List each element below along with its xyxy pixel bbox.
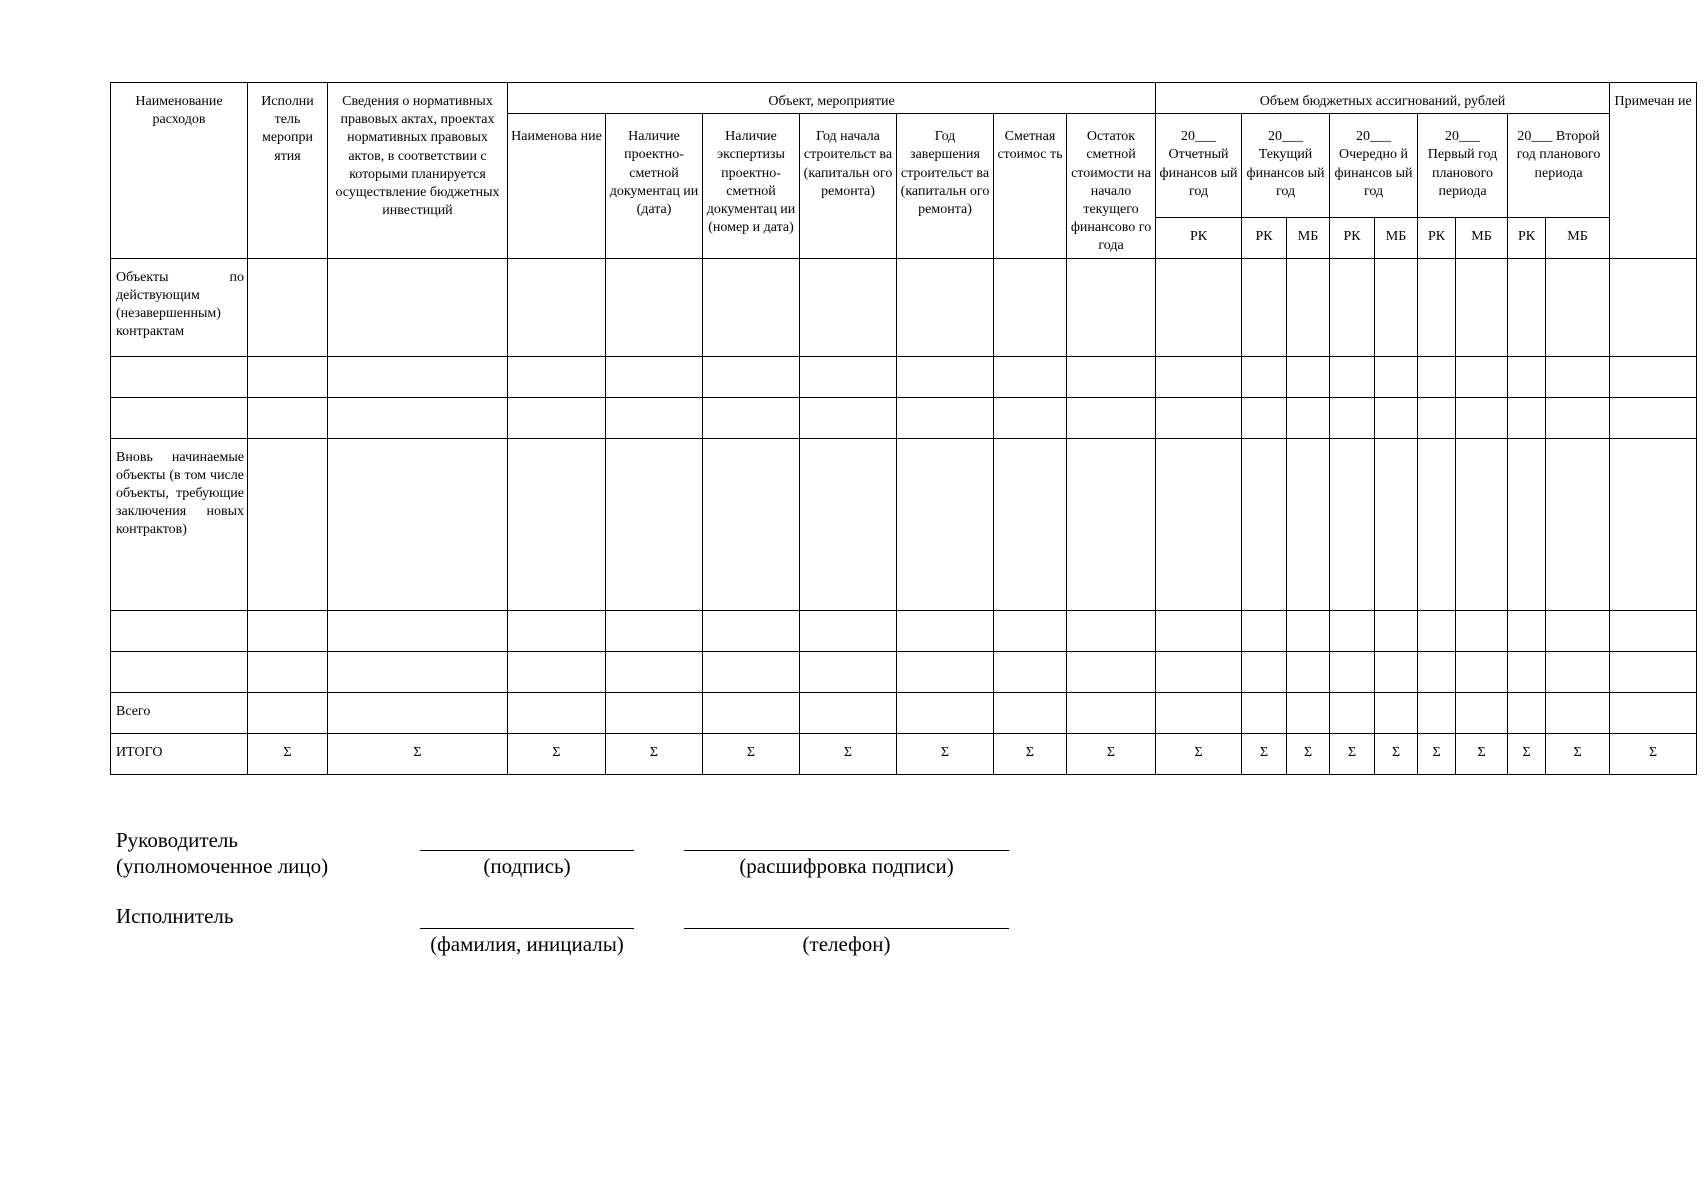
- table-cell: [328, 692, 508, 733]
- row-label-grand-total: ИТОГО: [111, 733, 248, 774]
- table-cell: [248, 397, 328, 438]
- table-cell: [897, 397, 994, 438]
- header-object-group: Объект, мероприятие: [508, 83, 1156, 114]
- header-year-next: 20___ Очередно й финансов ый год: [1330, 114, 1418, 217]
- head-sublabel: (уполномоченное лицо): [116, 854, 329, 878]
- table-cell: [1067, 610, 1156, 651]
- header-mb: МБ: [1456, 217, 1508, 258]
- table-cell: [800, 610, 897, 651]
- table-cell: [897, 692, 994, 733]
- header-object-name: Наименова ние: [508, 114, 606, 258]
- table-cell: [1508, 356, 1546, 397]
- table-cell: [328, 258, 508, 356]
- table-cell: [1418, 397, 1456, 438]
- table-cell: [1610, 258, 1697, 356]
- header-year-plan-first: 20___ Первый год планового периода: [1418, 114, 1508, 217]
- row-label-new-objects: Вновь начинаемые объекты (в том числе объекты, требующие заключения новых контрактов): [111, 438, 248, 610]
- table-cell: [1418, 356, 1456, 397]
- head-label: Руководитель: [116, 828, 238, 852]
- table-cell: [1067, 356, 1156, 397]
- table-cell: [606, 258, 703, 356]
- table-cell: [1330, 438, 1375, 610]
- table-cell: [1067, 651, 1156, 692]
- header-note: Примечан ие: [1610, 83, 1697, 259]
- executor-label: Исполнитель: [116, 904, 234, 928]
- table-cell: [508, 438, 606, 610]
- header-remaining-cost: Остаток сметной стоимости на начало текущего финансово го года: [1067, 114, 1156, 258]
- table-cell: [606, 692, 703, 733]
- executor-name-caption: (фамилия, инициалы): [430, 932, 624, 956]
- table-cell: [1330, 397, 1375, 438]
- table-cell: [606, 356, 703, 397]
- table-cell: [328, 438, 508, 610]
- sigma-cell: Σ: [897, 733, 994, 774]
- table-cell: [1456, 397, 1508, 438]
- table-row-empty: [111, 610, 1697, 651]
- sigma-cell: Σ: [1067, 733, 1156, 774]
- table-cell: [111, 610, 248, 651]
- table-cell: [1610, 438, 1697, 610]
- signature-decoding-line: [684, 850, 1009, 851]
- table-cell: [1067, 438, 1156, 610]
- table-cell: [248, 258, 328, 356]
- signature-line: [420, 850, 634, 851]
- table-cell: [1330, 692, 1375, 733]
- table-cell: [508, 397, 606, 438]
- table-cell: [508, 610, 606, 651]
- table-cell: [1418, 438, 1456, 610]
- table-cell: [248, 651, 328, 692]
- table-cell: [897, 258, 994, 356]
- table-cell: [703, 692, 800, 733]
- row-new-objects: [111, 438, 1697, 610]
- sigma-cell: Σ: [1375, 733, 1418, 774]
- sigma-cell: Σ: [994, 733, 1067, 774]
- table-cell: [1156, 397, 1242, 438]
- table-cell: [248, 610, 328, 651]
- table-cell: [994, 356, 1067, 397]
- row-label-total: Всего: [111, 692, 248, 733]
- table-cell: [1242, 438, 1287, 610]
- table-row-empty: [111, 356, 1697, 397]
- table-cell: [897, 438, 994, 610]
- sigma-cell: Σ: [1418, 733, 1456, 774]
- header-mb: МБ: [1546, 217, 1610, 258]
- table-cell: [1242, 651, 1287, 692]
- table-cell: [994, 610, 1067, 651]
- table-cell: [1375, 651, 1418, 692]
- table-cell: [1546, 356, 1610, 397]
- table-cell: [994, 438, 1067, 610]
- table-cell: [1242, 610, 1287, 651]
- table-cell: [800, 651, 897, 692]
- sigma-cell: Σ: [1508, 733, 1546, 774]
- table-cell: [1456, 692, 1508, 733]
- table-cell: [1067, 692, 1156, 733]
- table-cell: [1456, 610, 1508, 651]
- table-cell: [994, 651, 1067, 692]
- table-cell: [1242, 356, 1287, 397]
- table-cell: [1330, 610, 1375, 651]
- row-existing-objects: [111, 258, 1697, 356]
- row-grand-total: [111, 733, 1697, 774]
- header-mb: МБ: [1287, 217, 1330, 258]
- table-cell: [1456, 651, 1508, 692]
- table-row-empty: [111, 397, 1697, 438]
- table-cell: [1418, 610, 1456, 651]
- table-cell: [1067, 258, 1156, 356]
- table-cell: [1546, 651, 1610, 692]
- table-cell: [897, 651, 994, 692]
- sigma-cell: Σ: [800, 733, 897, 774]
- table-cell: [703, 258, 800, 356]
- table-cell: [328, 356, 508, 397]
- table-cell: [800, 356, 897, 397]
- table-cell: [1067, 397, 1156, 438]
- row-total: [111, 692, 1697, 733]
- table-cell: [1287, 258, 1330, 356]
- table-cell: [703, 651, 800, 692]
- table-cell: [800, 438, 897, 610]
- table-cell: [328, 610, 508, 651]
- table-cell: [1508, 610, 1546, 651]
- header-design-docs: Наличие проектно-сметной документац ии (дата): [606, 114, 703, 258]
- table-cell: [1287, 356, 1330, 397]
- table-cell: [111, 356, 248, 397]
- table-cell: [1375, 258, 1418, 356]
- table-cell: [800, 692, 897, 733]
- table-cell: [1418, 258, 1456, 356]
- table-cell: [1375, 397, 1418, 438]
- sigma-cell: Σ: [1456, 733, 1508, 774]
- header-start-year: Год начала строительст ва (капитальн ого ремонта): [800, 114, 897, 258]
- table-cell: [248, 692, 328, 733]
- header-name-of-expenses: Наименование расходов: [111, 83, 248, 259]
- header-end-year: Год завершения строительст ва (капитальн ого ремонта): [897, 114, 994, 258]
- sigma-cell: Σ: [1330, 733, 1375, 774]
- header-rk: РК: [1242, 217, 1287, 258]
- sigma-cell: Σ: [508, 733, 606, 774]
- header-executor: Исполни тель меропри ятия: [248, 83, 328, 259]
- table-cell: [1330, 356, 1375, 397]
- table-cell: [800, 397, 897, 438]
- table-cell: [1156, 258, 1242, 356]
- sigma-cell: Σ: [1287, 733, 1330, 774]
- table-cell: [1508, 438, 1546, 610]
- table-cell: [1156, 692, 1242, 733]
- header-year-current: 20___ Текущий финансов ый год: [1242, 114, 1330, 217]
- table-cell: [1287, 692, 1330, 733]
- table-cell: [1375, 356, 1418, 397]
- table-cell: [897, 356, 994, 397]
- table-cell: [1546, 397, 1610, 438]
- table-cell: [1610, 397, 1697, 438]
- table-cell: [1610, 610, 1697, 651]
- table-cell: [606, 397, 703, 438]
- header-rk: РК: [1156, 217, 1242, 258]
- table-cell: [1610, 692, 1697, 733]
- header-rk: РК: [1418, 217, 1456, 258]
- sigma-cell: Σ: [1242, 733, 1287, 774]
- sigma-cell: Σ: [248, 733, 328, 774]
- header-year-reporting: 20___ Отчетный финансов ый год: [1156, 114, 1242, 217]
- table-cell: [1156, 356, 1242, 397]
- table-cell: [248, 356, 328, 397]
- executor-phone-caption: (телефон): [802, 932, 891, 956]
- signature-caption: (подпись): [483, 854, 571, 878]
- table-cell: [703, 438, 800, 610]
- sigma-cell: Σ: [328, 733, 508, 774]
- header-legal-acts: Сведения о нормативных правовых актах, проектах нормативных правовых актов, в соответствии с которыми планируется осуществление бюджетных инвестиций: [328, 83, 508, 259]
- table-cell: [1242, 692, 1287, 733]
- table-cell: [1546, 438, 1610, 610]
- table-cell: [1375, 610, 1418, 651]
- header-rk: РК: [1508, 217, 1546, 258]
- table-cell: [1456, 438, 1508, 610]
- table-cell: [606, 610, 703, 651]
- table-cell: [1546, 610, 1610, 651]
- table-cell: [1508, 692, 1546, 733]
- table-cell: [994, 397, 1067, 438]
- table-cell: [508, 258, 606, 356]
- table-cell: [703, 356, 800, 397]
- table-cell: [1156, 438, 1242, 610]
- budget-investments-form-table: [110, 82, 1697, 775]
- table-cell: [1287, 397, 1330, 438]
- sigma-cell: Σ: [1156, 733, 1242, 774]
- table-cell: [1287, 610, 1330, 651]
- table-cell: [800, 258, 897, 356]
- table-cell: [606, 651, 703, 692]
- table-cell: [703, 610, 800, 651]
- table-cell: [1156, 651, 1242, 692]
- table-cell: [1456, 356, 1508, 397]
- table-cell: [1610, 356, 1697, 397]
- table-cell: [1508, 258, 1546, 356]
- executor-name-line: [420, 928, 634, 929]
- header-estimated-cost: Сметная стоимос ть: [994, 114, 1067, 258]
- executor-phone-line: [684, 928, 1009, 929]
- sigma-cell: Σ: [1610, 733, 1697, 774]
- header-budget-group: Объем бюджетных ассигнований, рублей: [1156, 83, 1610, 114]
- table-cell: [1508, 397, 1546, 438]
- table-cell: [111, 397, 248, 438]
- header-mb: МБ: [1375, 217, 1418, 258]
- table-cell: [248, 438, 328, 610]
- table-row-empty: [111, 651, 1697, 692]
- table-cell: [703, 397, 800, 438]
- table-cell: [1242, 397, 1287, 438]
- table-cell: [508, 356, 606, 397]
- table-cell: [1546, 258, 1610, 356]
- table-cell: [994, 258, 1067, 356]
- signature-decoding-caption: (расшифровка подписи): [739, 854, 954, 878]
- sigma-cell: Σ: [703, 733, 800, 774]
- table-cell: [1242, 258, 1287, 356]
- table-cell: [1418, 692, 1456, 733]
- table-cell: [606, 438, 703, 610]
- table-cell: [1375, 692, 1418, 733]
- table-cell: [1418, 651, 1456, 692]
- table-cell: [111, 651, 248, 692]
- sigma-cell: Σ: [606, 733, 703, 774]
- table-cell: [1375, 438, 1418, 610]
- header-rk: РК: [1330, 217, 1375, 258]
- header-expertise: Наличие экспертизы проектно-сметной документац ии (номер и дата): [703, 114, 800, 258]
- table-cell: [508, 651, 606, 692]
- table-cell: [897, 610, 994, 651]
- sigma-cell: Σ: [1546, 733, 1610, 774]
- table-cell: [1287, 651, 1330, 692]
- table-cell: [328, 397, 508, 438]
- header-row-top: [111, 83, 1697, 114]
- table-cell: [1508, 651, 1546, 692]
- table-cell: [1287, 438, 1330, 610]
- row-label-existing-objects: Объекты по действующим (незавершенным) контрактам: [111, 258, 248, 356]
- header-year-plan-second: 20___ Второй год планового периода: [1508, 114, 1610, 217]
- table-cell: [1156, 610, 1242, 651]
- table-cell: [1456, 258, 1508, 356]
- table-cell: [508, 692, 606, 733]
- table-cell: [328, 651, 508, 692]
- table-cell: [1330, 651, 1375, 692]
- table-cell: [994, 692, 1067, 733]
- table-cell: [1610, 651, 1697, 692]
- table-cell: [1546, 692, 1610, 733]
- table-cell: [1330, 258, 1375, 356]
